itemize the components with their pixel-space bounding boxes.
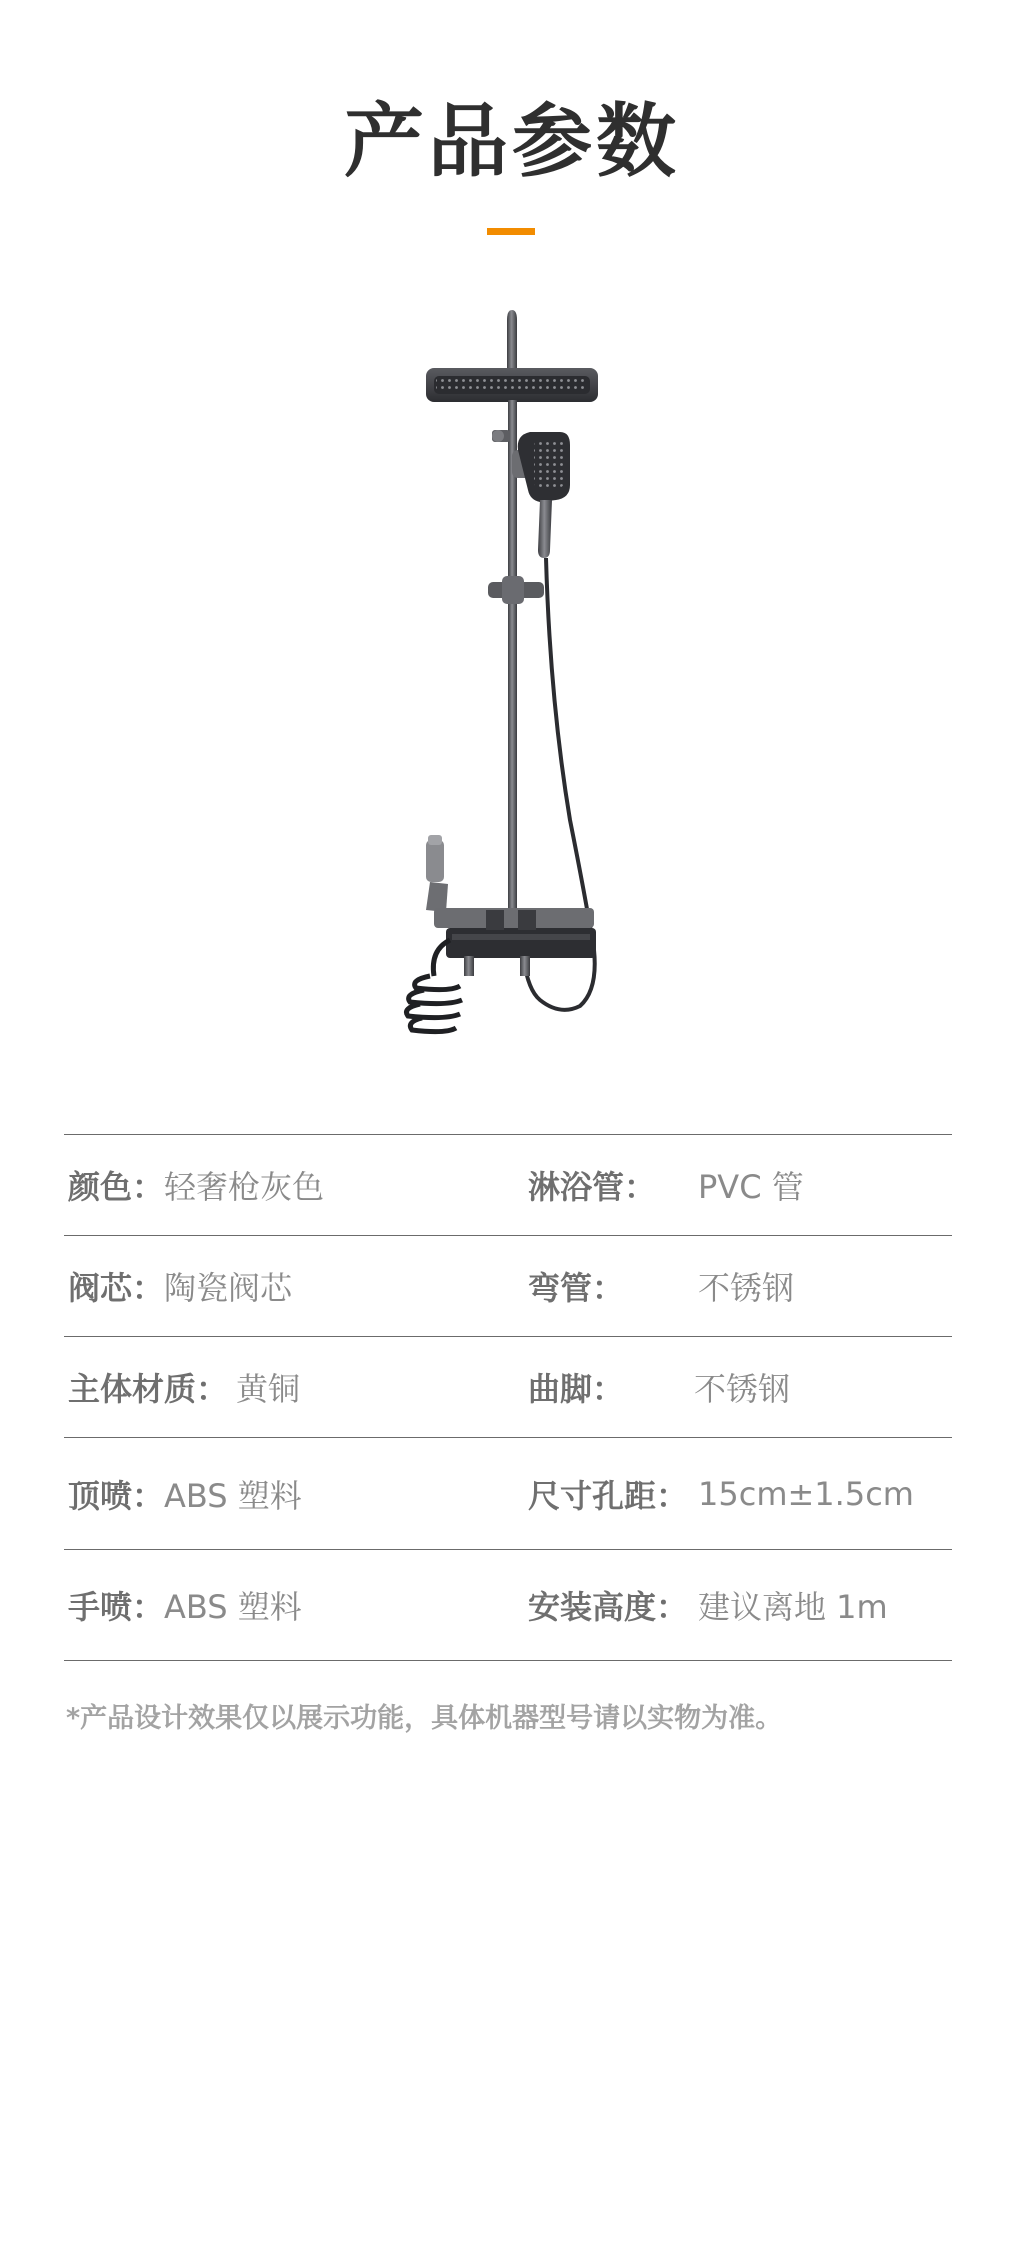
disclaimer-note: *产品设计效果仅以展示功能，具体机器型号请以实物为准。 [66,1703,783,1734]
spec-label: 顶喷： [68,1476,165,1515]
spec-label: 尺寸孔距： [528,1476,689,1515]
spec-label: 阀芯： [68,1269,165,1307]
spec-row [64,1336,952,1437]
spec-label: 颜色： [68,1168,165,1206]
spec-value: 轻奢枪灰色 [164,1168,325,1206]
spec-item-hole-distance [528,1438,914,1549]
spec-value: ABS 塑料 [164,1588,302,1626]
spec-item-shower-hose [528,1135,804,1235]
spec-value: 不锈钢 [694,1370,791,1408]
spec-item-valve-core [68,1236,292,1336]
spec-row [64,1549,952,1661]
spec-item-bend-pipe [528,1236,794,1336]
spec-table [64,1134,952,1661]
spec-label: 曲脚： [528,1370,625,1408]
spec-row [64,1134,952,1235]
spec-item-install-height [528,1550,888,1660]
spec-item-body-material [68,1337,300,1437]
spec-row [64,1437,952,1549]
title-accent-bar [487,228,535,235]
spec-value: 15cm±1.5cm [698,1474,914,1513]
spec-label: 弯管： [528,1269,625,1307]
spec-value: 陶瓷阀芯 [164,1269,293,1307]
spec-label: 主体材质： [68,1370,229,1408]
spec-item-curved-leg [528,1337,790,1437]
shower-set-icon [390,300,640,1040]
spec-value: 黄铜 [236,1370,301,1408]
spec-value: PVC 管 [698,1168,804,1206]
spec-label: 手喷： [68,1588,165,1626]
spec-item-hand-spray [68,1550,302,1660]
spec-item-color [68,1135,324,1235]
page-title: 产品参数 [344,95,680,188]
spec-label: 安装高度： [528,1588,689,1626]
spec-value: 不锈钢 [698,1269,795,1307]
spec-value: ABS 塑料 [164,1476,302,1515]
spec-item-top-spray [68,1438,302,1549]
spec-label: 淋浴管： [528,1168,657,1206]
spec-value: 建议离地 1m [698,1588,888,1626]
spec-row [64,1235,952,1336]
